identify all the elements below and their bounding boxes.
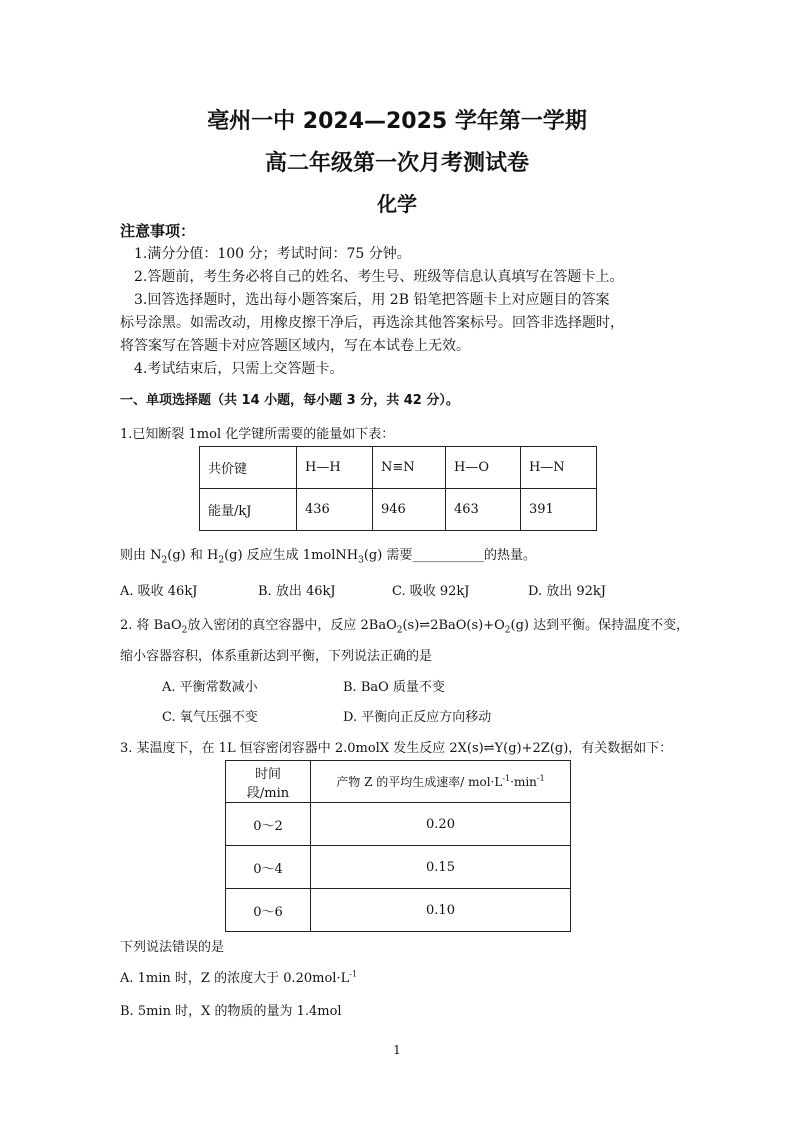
q1-text-part: (g) 和 H (167, 548, 219, 563)
q1-option-d: D. 放出 92kJ (528, 584, 606, 599)
q1-text-part: (g) 反应生成 1molNH (224, 548, 359, 563)
q1-option-c: C. 吸收 92kJ (392, 584, 470, 599)
note-1: 1.满分分值：100 分；考试时间：75 分钟。 (134, 246, 411, 262)
section-heading: 一、单项选择题（共 14 小题，每小题 3 分，共 42 分）。 (120, 393, 459, 408)
header-text: 产物 Z 的平均生成速率/ mol·L (336, 775, 503, 789)
q1-subscript: 2 (161, 555, 168, 566)
table-cell: 共价键 (200, 447, 297, 489)
table-cell: 0～4 (226, 846, 311, 889)
table-row (226, 761, 571, 803)
table-cell: 391 (520, 489, 596, 531)
q1-subscript: 2 (218, 555, 225, 566)
exam-grade-title: 高二年级第一次月考测试卷 (264, 151, 529, 176)
q2-text-part: 放入密闭的真空容器中，反应 2BaO (187, 618, 397, 633)
q2-subscript: 2 (396, 625, 403, 636)
superscript: -1 (502, 774, 511, 783)
table-cell: 0.15 (311, 846, 571, 889)
q1-text-part: 则由 N (120, 548, 162, 563)
q2-text-part: (g) 达到平衡。保持温度不变， (510, 618, 690, 633)
table-row (226, 803, 571, 846)
page-number: 1 (393, 1043, 401, 1057)
table-cell: H—H (297, 447, 373, 489)
table-row (226, 846, 571, 889)
q1-option-a: A. 吸收 46kJ (120, 584, 198, 599)
q1-text-part: (g) 需要 (363, 548, 413, 563)
answer-blank: ___________ (412, 548, 484, 563)
table-cell: 0～2 (226, 803, 311, 846)
q2-option-d: D. 平衡向正反应方向移动 (343, 710, 492, 725)
table-cell: 436 (297, 489, 373, 531)
q1-question (120, 544, 536, 566)
q3-ask: 下列说法错误的是 (120, 940, 225, 955)
table-cell: 0.10 (311, 889, 571, 932)
q2-option-a: A. 平衡常数减小 (162, 680, 258, 695)
option-text: A. 1min 时，Z 的浓度大于 0.20mol·L (120, 971, 350, 986)
table-cell: H—O (446, 447, 521, 489)
q3-option-b: B. 5min 时，X 的物质的量为 1.4mol (120, 1004, 342, 1019)
rate-table (225, 760, 571, 932)
table-header-cell: 时间段/min (226, 761, 311, 803)
note-3-line1: 3.回答选择题时，选出每小题答案后，用 2B 铅笔把答题卡上对应题目的答案 (134, 292, 610, 308)
note-3-line2: 标号涂黑。如需改动，用橡皮擦干净后，再选涂其他答案标号。回答非选择题时， (120, 315, 624, 331)
table-cell: H—N (520, 447, 596, 489)
table-cell: 0.20 (311, 803, 571, 846)
table-cell: 0～6 (226, 889, 311, 932)
note-2: 2.答题前，考生务必将自己的姓名、考生号、班级等信息认真填写在答题卡上。 (134, 269, 624, 285)
table-cell: 946 (372, 489, 445, 531)
header-text: ·min (510, 775, 537, 789)
q2-option-c: C. 氧气压强不变 (162, 710, 258, 725)
q1-option-b: B. 放出 46kJ (258, 584, 336, 599)
q2-subscript: 2 (181, 625, 188, 636)
q1-stem: 1.已知断裂 1mol 化学键所需要的能量如下表： (120, 427, 395, 442)
table-row (200, 447, 597, 489)
superscript: -1 (536, 774, 545, 783)
q2-text-part: 2. 将 BaO (120, 618, 182, 633)
q2-stem-line2: 缩小容器容积，体系重新达到平衡，下列说法正确的是 (120, 649, 433, 664)
note-4: 4.考试结束后，只需上交答题卡。 (134, 361, 344, 377)
q1-subscript: 3 (358, 555, 364, 566)
q2-stem-line1 (120, 614, 689, 636)
q1-text-part: 的热量。 (483, 548, 536, 563)
subject-title: 化学 (377, 192, 417, 216)
table-header-cell (311, 761, 571, 803)
q3-option-a (120, 967, 357, 986)
q3-stem: 3. 某温度下，在 1L 恒容密闭容器中 2.0molX 发生反应 2X(s)⇌Y(g)+2Z(g)，有关数据如下： (120, 741, 673, 756)
q2-option-b: B. BaO 质量不变 (343, 680, 445, 695)
table-cell: 463 (446, 489, 521, 531)
q2-subscript: 2 (504, 625, 511, 636)
table-row (200, 489, 597, 531)
q2-text-part: (s)⇌2BaO(s)+O (402, 618, 505, 633)
bond-energy-table (199, 446, 597, 531)
table-cell: 能量/kJ (200, 489, 297, 531)
table-cell: N≡N (372, 447, 445, 489)
exam-school-title: 亳州一中 2024—2025 学年第一学期 (207, 109, 587, 134)
superscript: -1 (349, 969, 358, 979)
table-row (226, 889, 571, 932)
notes-heading: 注意事项： (120, 222, 196, 240)
note-3-line3: 将答案写在答题卡对应答题区域内，写在本试卷上无效。 (120, 338, 470, 354)
